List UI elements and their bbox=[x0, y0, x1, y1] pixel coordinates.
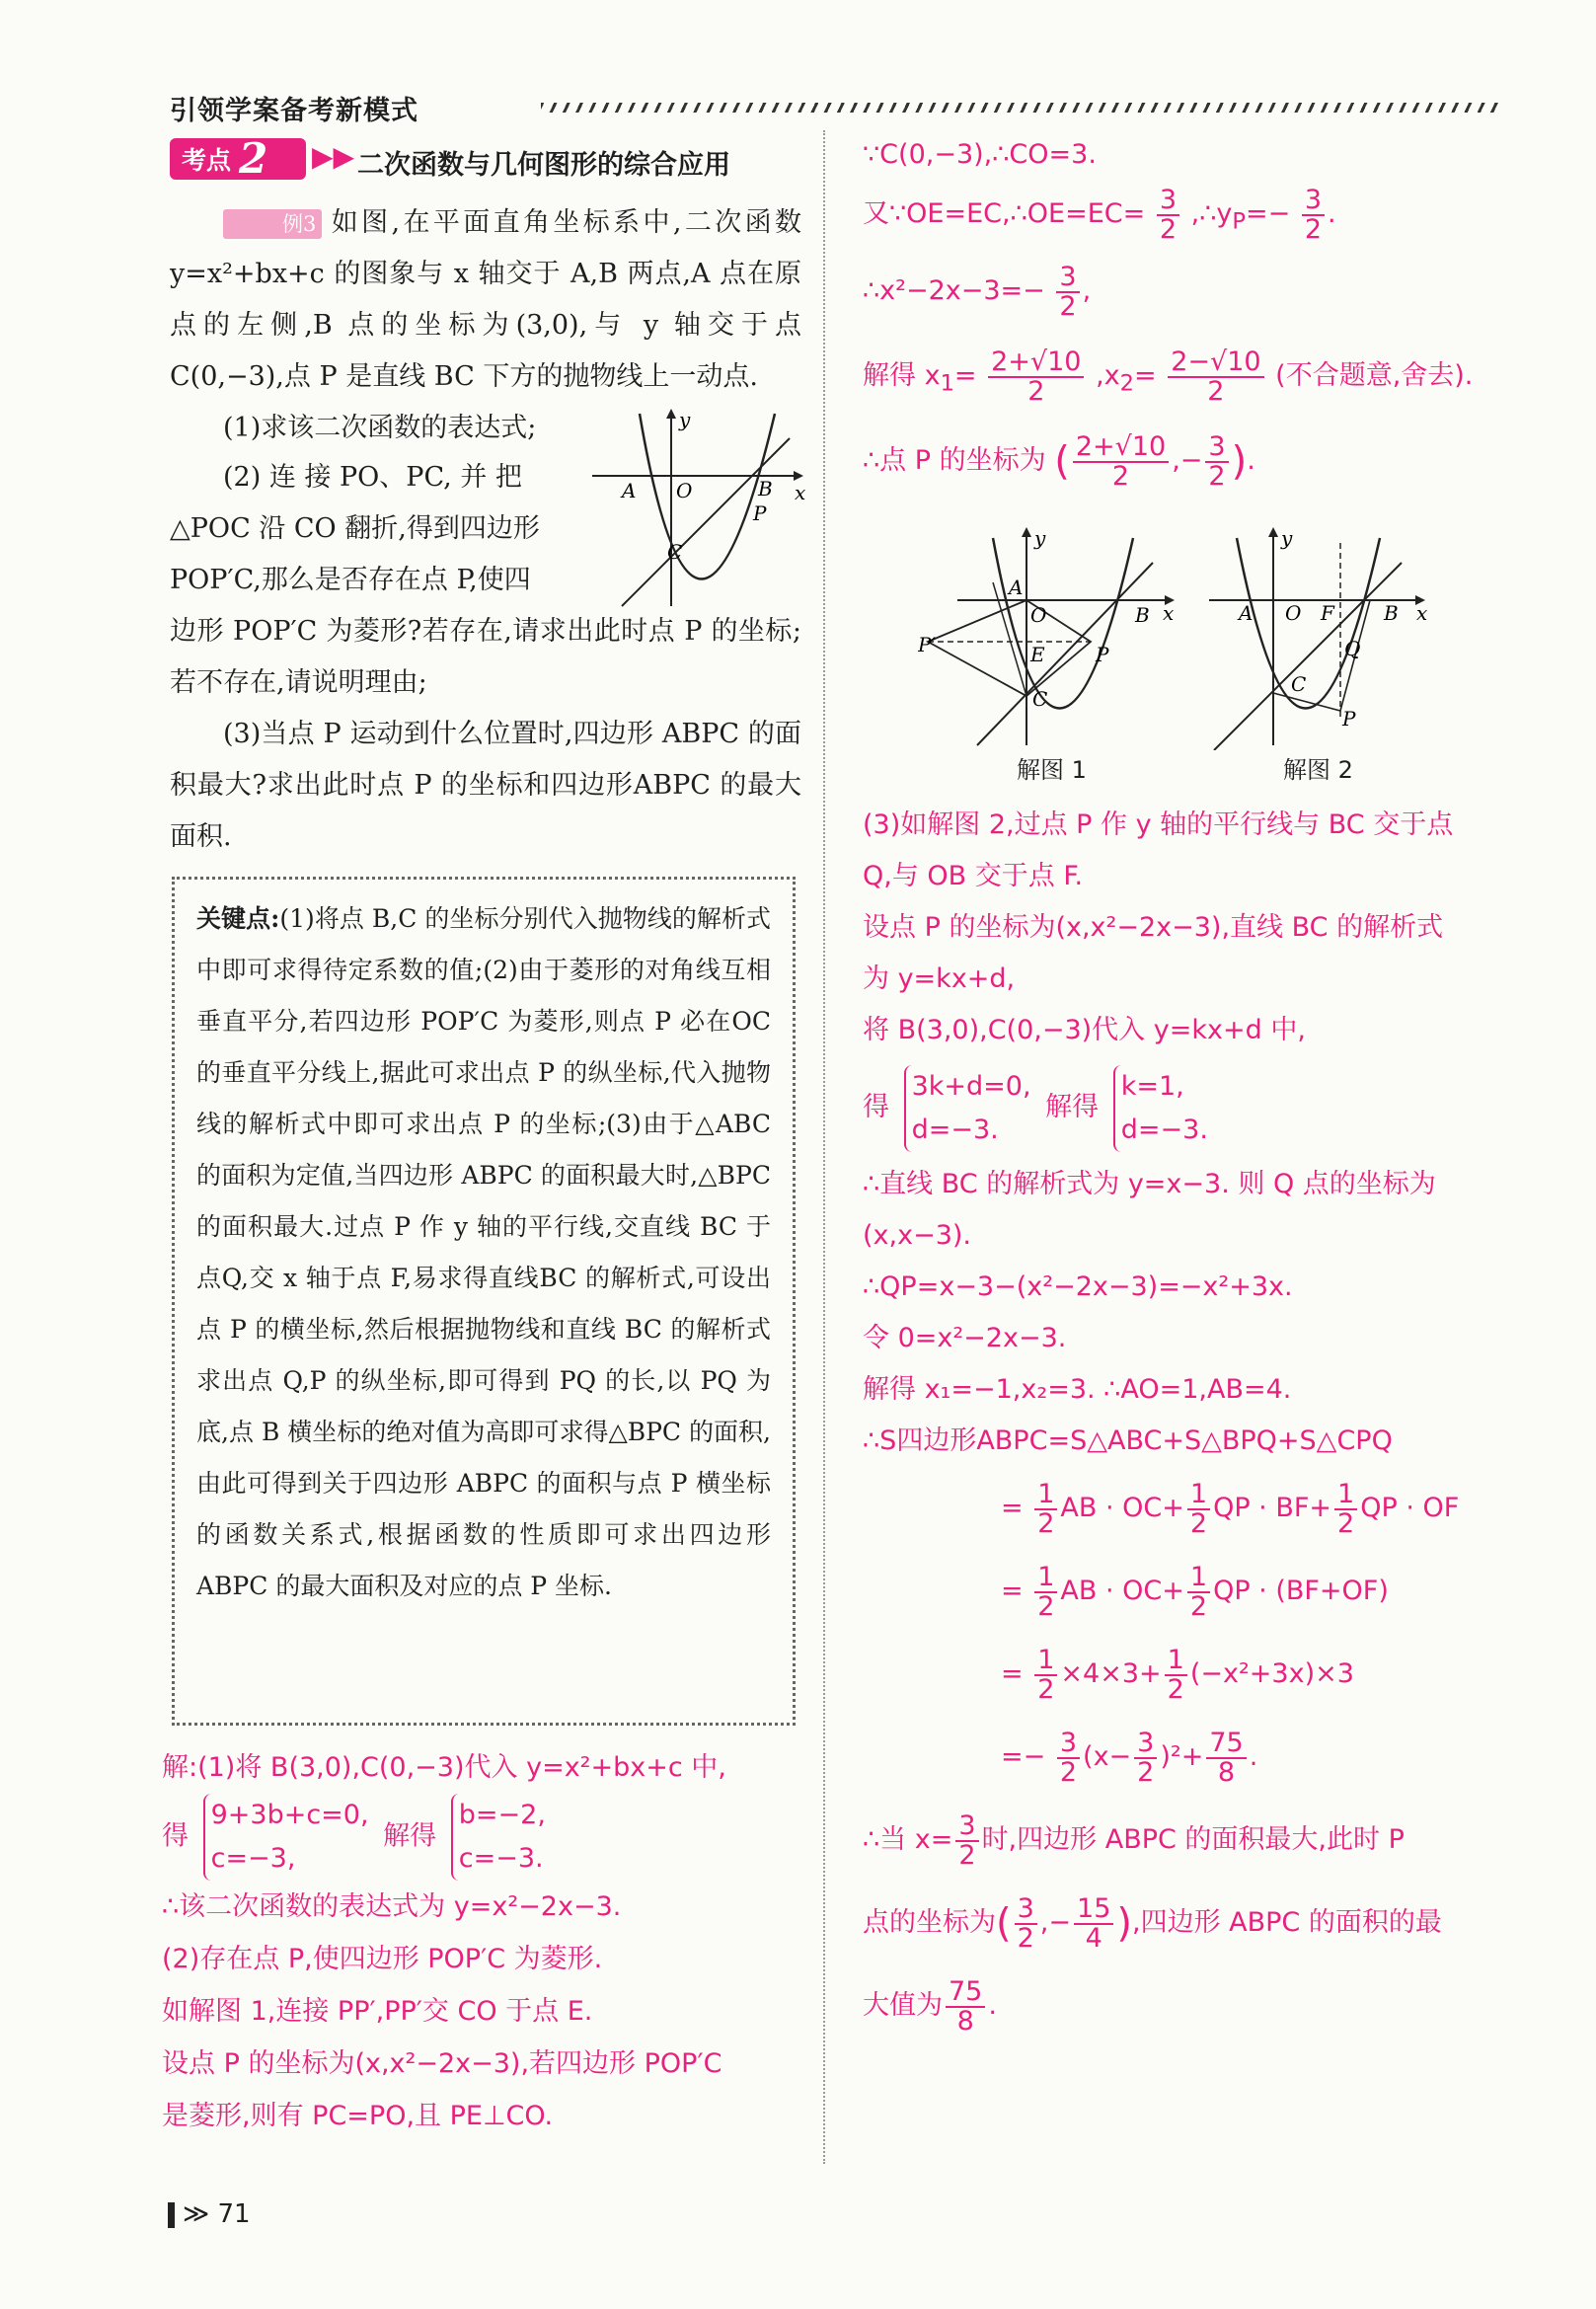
example-badge: 例3 bbox=[223, 209, 322, 239]
sol-eq-4-a: (x− bbox=[1083, 1741, 1132, 1772]
sol-s-5: 将 B(3,0),C(0,−3)代入 y=kx+d 中, bbox=[863, 1015, 1306, 1045]
label-p: P bbox=[753, 501, 767, 525]
fraction-2-plus-root10-b bbox=[1073, 430, 1169, 492]
frac-num: 1 bbox=[1334, 1481, 1357, 1510]
label-x: x bbox=[795, 481, 806, 504]
question-3: (3)当点 P 运动到什么位置时,四边形 ABPC 的面积最大?求出此时点 P 的坐标和四边形ABPC 的最大面积. bbox=[170, 719, 801, 852]
frac-num: 2−√10 bbox=[1168, 348, 1263, 378]
fig2-label-o: O bbox=[1285, 601, 1302, 625]
label-b: B bbox=[758, 477, 773, 500]
sol-eq-3 bbox=[863, 1633, 1494, 1716]
period: . bbox=[1249, 1741, 1258, 1772]
system-1 bbox=[203, 1794, 369, 1881]
frac-num: 1 bbox=[1187, 1564, 1210, 1593]
frac-den: 8 bbox=[956, 2005, 974, 2037]
frac-den: 2 bbox=[1137, 1756, 1155, 1788]
frac-num: 3 bbox=[1134, 1730, 1157, 1759]
sol-eq-1-a: AB · OC+ bbox=[1060, 1493, 1184, 1523]
question-1: (1)求该二次函数的表达式; bbox=[223, 413, 537, 443]
sol-final-2-b: ,四边形 ABPC 的面积的最 bbox=[1131, 1907, 1442, 1938]
frac-den: 2 bbox=[1189, 1507, 1208, 1539]
sol-eq-2-b: QP · (BF+OF) bbox=[1213, 1576, 1389, 1606]
equals: = bbox=[1133, 360, 1157, 391]
equals: = bbox=[1001, 1576, 1024, 1606]
system-1-eq-b: c=−3, bbox=[210, 1843, 296, 1874]
frac-num: 3 bbox=[1057, 1730, 1080, 1759]
sol-r-line-3 bbox=[863, 249, 1494, 334]
minus: − bbox=[1048, 1907, 1072, 1938]
fig1-label-a: A bbox=[1009, 576, 1024, 599]
frac-num: 1 bbox=[1165, 1647, 1187, 1676]
sol-s-6-mid: 解得 bbox=[1045, 1092, 1100, 1122]
frac-num: 3 bbox=[1157, 187, 1179, 216]
parabola bbox=[640, 414, 775, 579]
frac-num: 1 bbox=[1034, 1481, 1057, 1510]
fraction-1-2 bbox=[1187, 1478, 1210, 1539]
solution-right-part3 bbox=[863, 800, 1494, 2047]
page-footer bbox=[168, 2199, 251, 2229]
double-arrow-icon: ▶▶ bbox=[312, 140, 355, 173]
sol-r-line-5 bbox=[863, 419, 1494, 503]
fig1-label-p: P bbox=[1096, 643, 1109, 666]
sol-eq-3-a: ×4×3+ bbox=[1060, 1658, 1162, 1689]
frac-num: 1 bbox=[1034, 1647, 1057, 1676]
subscript-1: 1 bbox=[940, 370, 954, 397]
sol-line-2 bbox=[162, 1794, 803, 1881]
sol-r-line-4-e: (不合题意,舍去). bbox=[1275, 360, 1474, 391]
fig2-parabola bbox=[1237, 538, 1380, 709]
footer-arrows: ≫ bbox=[183, 2199, 210, 2229]
sol-r-line-4-c: ,x bbox=[1096, 360, 1120, 391]
key-points-label: 关键点: bbox=[196, 904, 280, 933]
system-3-eq-b: d=−3. bbox=[911, 1114, 999, 1145]
figure-2 bbox=[1209, 526, 1427, 750]
frac-den: 2 bbox=[1189, 1590, 1208, 1622]
sol-line-2-pre: 得 bbox=[162, 1820, 189, 1852]
fig1-label-b: B bbox=[1135, 603, 1150, 627]
label-a: A bbox=[622, 479, 637, 502]
sol-s-1: (3)如解图 2,过点 P 作 y 轴的平行线与 BC 交于点 bbox=[863, 809, 1454, 840]
sol-line-1: 解:(1)将 B(3,0),C(0,−3)代入 y=x²+bx+c 中, bbox=[162, 1752, 726, 1783]
equals: = bbox=[953, 360, 977, 391]
subscript-p: P bbox=[1232, 208, 1246, 235]
sol-s-7: ∴直线 BC 的解析式为 y=x−3. 则 Q 点的坐标为 bbox=[863, 1169, 1436, 1199]
sol-eq-1 bbox=[863, 1467, 1494, 1550]
sol-s-6 bbox=[863, 1056, 1494, 1159]
fig2-label-p: P bbox=[1342, 707, 1356, 731]
sol-s-12: ∴S四边形ABPC=S△ABC+S△BPQ+S△CPQ bbox=[863, 1425, 1393, 1456]
paren-open: ( bbox=[996, 1900, 1012, 1947]
sol-eq-1-c: QP · OF bbox=[1360, 1493, 1460, 1523]
sol-final-3-a: 大值为 bbox=[863, 1990, 943, 2021]
sol-line-3: ∴该二次函数的表达式为 y=x²−2x−3. bbox=[162, 1891, 622, 1922]
footer-bar-icon bbox=[168, 2202, 175, 2228]
header-rule bbox=[541, 103, 1498, 113]
frac-den: 2 bbox=[958, 1839, 976, 1871]
subscript-2: 2 bbox=[1119, 370, 1134, 397]
frac-num: 3 bbox=[1302, 187, 1325, 216]
sol-eq-1-b: QP · BF+ bbox=[1213, 1493, 1332, 1523]
paren-close: ) bbox=[1116, 1900, 1132, 1947]
frac-den: 2 bbox=[1208, 460, 1226, 492]
frac-den: 2 bbox=[1207, 375, 1225, 407]
system-4-eq-a: k=1, bbox=[1120, 1070, 1184, 1102]
question-2-text: 边形 POP′C 为菱形?若存在,请求出此时点 P 的坐标;若不存在,请说明理由; bbox=[170, 616, 801, 698]
fig2-y-arrow-icon bbox=[1268, 527, 1278, 537]
frac-den: 2 bbox=[1037, 1673, 1055, 1705]
topic-badge-label: 考点 bbox=[182, 146, 232, 175]
sol-r-line-2-b: ,∴y bbox=[1190, 198, 1233, 229]
sol-r-line-5-a: ∴点 P 的坐标为 bbox=[863, 445, 1046, 476]
sol-final-2-a: 点的坐标为 bbox=[863, 1907, 996, 1938]
frac-num: 3 bbox=[1056, 264, 1079, 293]
period: . bbox=[1247, 445, 1255, 476]
sol-r-line-2-c: =− bbox=[1245, 198, 1291, 229]
fraction-3-2 bbox=[955, 1809, 978, 1871]
frac-den: 8 bbox=[1217, 1756, 1236, 1788]
frac-den: 2 bbox=[1111, 460, 1130, 492]
fraction-3-2 bbox=[1057, 1727, 1080, 1788]
frac-num: 3 bbox=[1015, 1895, 1037, 1925]
frac-num: 15 bbox=[1074, 1895, 1113, 1925]
column-divider bbox=[823, 130, 825, 2164]
fraction-3-2-b bbox=[1302, 184, 1325, 245]
y-axis-arrow-icon bbox=[666, 409, 676, 419]
page-number: 71 bbox=[217, 2199, 251, 2229]
comma: , bbox=[1172, 445, 1180, 476]
frac-num: 1 bbox=[1187, 1481, 1210, 1510]
caption-figure-2: 解图 2 bbox=[1283, 756, 1353, 784]
key-points-box bbox=[172, 877, 796, 1726]
sol-eq-3-b: (−x²+3x)×3 bbox=[1189, 1658, 1354, 1689]
sol-line-7: 是菱形,则有 PC=PO,且 PE⊥CO. bbox=[162, 2101, 554, 2131]
comma: , bbox=[1082, 275, 1092, 306]
sol-line-4: (2)存在点 P,使四边形 POP′C 为菱形. bbox=[162, 1944, 603, 1974]
caption-figure-1: 解图 1 bbox=[1017, 756, 1087, 784]
fig2-label-x: x bbox=[1416, 601, 1428, 625]
label-y: y bbox=[679, 409, 691, 431]
comma: , bbox=[1039, 1907, 1049, 1938]
system-2-eq-b: c=−3. bbox=[458, 1843, 544, 1874]
fig2-label-a: A bbox=[1239, 601, 1254, 625]
sol-final-1-b: 时,四边形 ABPC 的面积最大,此时 P bbox=[981, 1824, 1405, 1855]
x-axis-arrow-icon bbox=[794, 471, 803, 481]
fig1-label-e: E bbox=[1030, 643, 1045, 666]
key-points-text: (1)将点 B,C 的坐标分别代入抛物线的解析式中即可求得待定系数的值;(2)由于菱形的对角线互相垂直平分,若四边形 POP′C 为菱形,则点 P 必在OC 的垂直平分线上,据此可求出点 P 的纵坐标,代入抛物线的解析式中即可求出点 P 的坐标;(3)由于△ABC 的面积为定值,当四边形 ABPC 的面积最大时,△BPC 的面积最大.过点 P 作 y 轴的平行线,交直线 BC 于点Q,交 x 轴于点 F,易求得直线BC 的解析式,可设出点 P 的横坐标,然后根据抛物线和直线 BC 的解析式求出点 Q,P 的纵坐标,即可得到 PQ 的长,以 PQ 为底,点 B 横坐标的绝对值为高即可求得△BPC 的面积,由此可得到关于四边形 ABPC 的面积与点 P 横坐标的函数关系式,根据函数的性质即可求出四边形 ABPC 的最大面积及对应的点 P 坐标. bbox=[196, 904, 771, 1600]
sol-s-9: ∴QP=x−3−(x²−2x−3)=−x²+3x. bbox=[863, 1271, 1293, 1302]
sol-final-1 bbox=[863, 1799, 1494, 1882]
sol-r-line-2 bbox=[863, 180, 1494, 249]
fraction-75-8 bbox=[946, 1975, 985, 2037]
system-3 bbox=[904, 1065, 1031, 1152]
frac-den: 2 bbox=[1304, 213, 1322, 245]
sol-s-6-pre: 得 bbox=[863, 1092, 889, 1122]
fraction-1-2 bbox=[1034, 1478, 1057, 1539]
system-2 bbox=[451, 1794, 546, 1881]
solution-left bbox=[162, 1741, 803, 2142]
sol-eq-4-b: )²+ bbox=[1160, 1741, 1204, 1772]
frac-den: 2 bbox=[1159, 213, 1178, 245]
frac-den: 2 bbox=[1059, 290, 1077, 322]
fraction-1-2 bbox=[1165, 1644, 1187, 1705]
fig1-label-c: C bbox=[1032, 687, 1048, 711]
sol-line-2-mid: 解得 bbox=[383, 1820, 437, 1852]
sol-s-3: 设点 P 的坐标为(x,x²−2x−3),直线 BC 的解析式 bbox=[863, 912, 1444, 943]
frac-num: 3 bbox=[955, 1812, 978, 1842]
system-1-eq-a: 9+3b+c=0, bbox=[210, 1800, 369, 1830]
sol-final-3 bbox=[863, 1964, 1494, 2047]
system-4 bbox=[1113, 1065, 1208, 1152]
fraction-1-2 bbox=[1034, 1644, 1057, 1705]
equals: = bbox=[1001, 1741, 1024, 1772]
problem-figure bbox=[592, 409, 809, 616]
label-o: O bbox=[676, 479, 693, 502]
paren-open: ( bbox=[1054, 438, 1070, 485]
fig2-label-b: B bbox=[1384, 601, 1399, 625]
sol-s-10: 令 0=x²−2x−3. bbox=[863, 1323, 1067, 1353]
sol-eq-2-a: AB · OC+ bbox=[1060, 1576, 1184, 1606]
header-title: 引领学案备考新模式 bbox=[170, 96, 418, 126]
frac-den: 2 bbox=[1037, 1590, 1055, 1622]
frac-den: 2 bbox=[1017, 1922, 1034, 1954]
frac-num: 75 bbox=[946, 1978, 985, 2008]
frac-num: 3 bbox=[1205, 433, 1228, 463]
system-4-eq-b: d=−3. bbox=[1120, 1114, 1208, 1145]
problem-intro: 如图,在平面直角坐标系中,二次函数 y=x²+bx+c 的图象与 x 轴交于 A,B 两点,A 点在原点的左侧,B 点的坐标为(3,0),与 y 轴交于点 C(0,−3),点 P 是直线 BC 下方的抛物线上一动点. bbox=[170, 207, 801, 392]
sol-line-5: 如解图 1,连接 PP′,PP′交 CO 于点 E. bbox=[162, 1996, 593, 2027]
sol-s-8: (x,x−3). bbox=[863, 1220, 971, 1251]
question-2-part-b bbox=[170, 606, 801, 863]
frac-num: 75 bbox=[1206, 1730, 1246, 1759]
frac-den: 4 bbox=[1085, 1922, 1102, 1954]
system-3-eq-a: 3k+d=0, bbox=[911, 1070, 1031, 1102]
frac-num: 2+√10 bbox=[1073, 433, 1169, 463]
sol-r-line-2-a: 又∵OE=EC,∴OE=EC= bbox=[863, 198, 1146, 229]
system-2-eq-a: b=−2, bbox=[458, 1800, 546, 1830]
sol-eq-2 bbox=[863, 1550, 1494, 1633]
sol-eq-4 bbox=[863, 1716, 1494, 1799]
fraction-3-2 bbox=[1157, 184, 1179, 245]
fraction-2-plus-root10 bbox=[988, 348, 1084, 406]
fig1-label-o: O bbox=[1030, 603, 1047, 627]
minus: − bbox=[1023, 1741, 1046, 1772]
fig1-label-x: x bbox=[1163, 601, 1175, 625]
period: . bbox=[1328, 198, 1336, 229]
figure-1 bbox=[918, 526, 1175, 745]
topic-title: 二次函数与几何图形的综合应用 bbox=[357, 150, 730, 181]
equals: = bbox=[1001, 1493, 1024, 1523]
solution-figures bbox=[918, 523, 1451, 750]
fig2-label-f: F bbox=[1321, 601, 1334, 625]
sol-final-1-a: ∴当 x= bbox=[863, 1824, 953, 1855]
fraction-1-2 bbox=[1334, 1478, 1357, 1539]
fraction-15-4 bbox=[1074, 1892, 1113, 1954]
sol-line-6: 设点 P 的坐标为(x,x²−2x−3),若四边形 POP′C bbox=[162, 2048, 722, 2079]
fig2-label-y: y bbox=[1281, 526, 1293, 550]
fraction-1-2 bbox=[1034, 1561, 1057, 1622]
fraction-3-2 bbox=[1134, 1727, 1157, 1788]
frac-den: 2 bbox=[1059, 1756, 1078, 1788]
period: . bbox=[988, 1990, 997, 2021]
question-2-part-a: (2) 连 接 PO、PC, 并 把 △POC 沿 CO 翻折,得到四边形 POP′C,那么是否存在点 P,使四 bbox=[170, 462, 540, 595]
sol-s-11: 解得 x₁=−1,x₂=3. ∴AO=1,AB=4. bbox=[863, 1374, 1292, 1405]
frac-den: 2 bbox=[1167, 1673, 1184, 1705]
equals: = bbox=[1001, 1658, 1024, 1689]
sol-r-line-3-a: ∴x²−2x−3=− bbox=[863, 275, 1045, 306]
sol-s-2: Q,与 OB 交于点 F. bbox=[863, 861, 1084, 891]
frac-num: 1 bbox=[1034, 1564, 1057, 1593]
paren-close: ) bbox=[1231, 438, 1248, 485]
sol-r-line-1: ∵C(0,−3),∴CO=3. bbox=[863, 139, 1097, 170]
fig1-label-p-prime: P′ bbox=[918, 633, 936, 656]
fig2-line-bc bbox=[1214, 563, 1402, 750]
fig1-label-y: y bbox=[1034, 526, 1046, 550]
frac-den: 2 bbox=[1337, 1507, 1355, 1539]
frac-den: 2 bbox=[1027, 375, 1045, 407]
fig2-label-q: Q bbox=[1344, 637, 1361, 660]
topic-badge bbox=[170, 134, 306, 183]
fig2-label-c: C bbox=[1291, 672, 1307, 696]
fraction-75-8 bbox=[1206, 1727, 1246, 1788]
fraction-3-2-d bbox=[1205, 430, 1228, 492]
sol-s-4: 为 y=kx+d, bbox=[863, 963, 1016, 994]
sol-final-2 bbox=[863, 1882, 1494, 1964]
frac-den: 2 bbox=[1037, 1507, 1055, 1539]
fraction-3-2 bbox=[1015, 1892, 1037, 1954]
topic-badge-number: 2 bbox=[239, 134, 268, 183]
solution-right-part2 bbox=[863, 130, 1494, 503]
fig1-y-arrow-icon bbox=[1022, 527, 1031, 537]
minus: − bbox=[1179, 445, 1203, 476]
fraction-2-minus-root10 bbox=[1168, 348, 1263, 406]
sol-r-line-4 bbox=[863, 334, 1494, 419]
fraction-3-2-c bbox=[1056, 261, 1079, 322]
label-c: C bbox=[667, 540, 683, 564]
fraction-1-2 bbox=[1187, 1561, 1210, 1622]
sol-r-line-4-a: 解得 x bbox=[863, 360, 941, 391]
frac-num: 2+√10 bbox=[988, 348, 1084, 378]
